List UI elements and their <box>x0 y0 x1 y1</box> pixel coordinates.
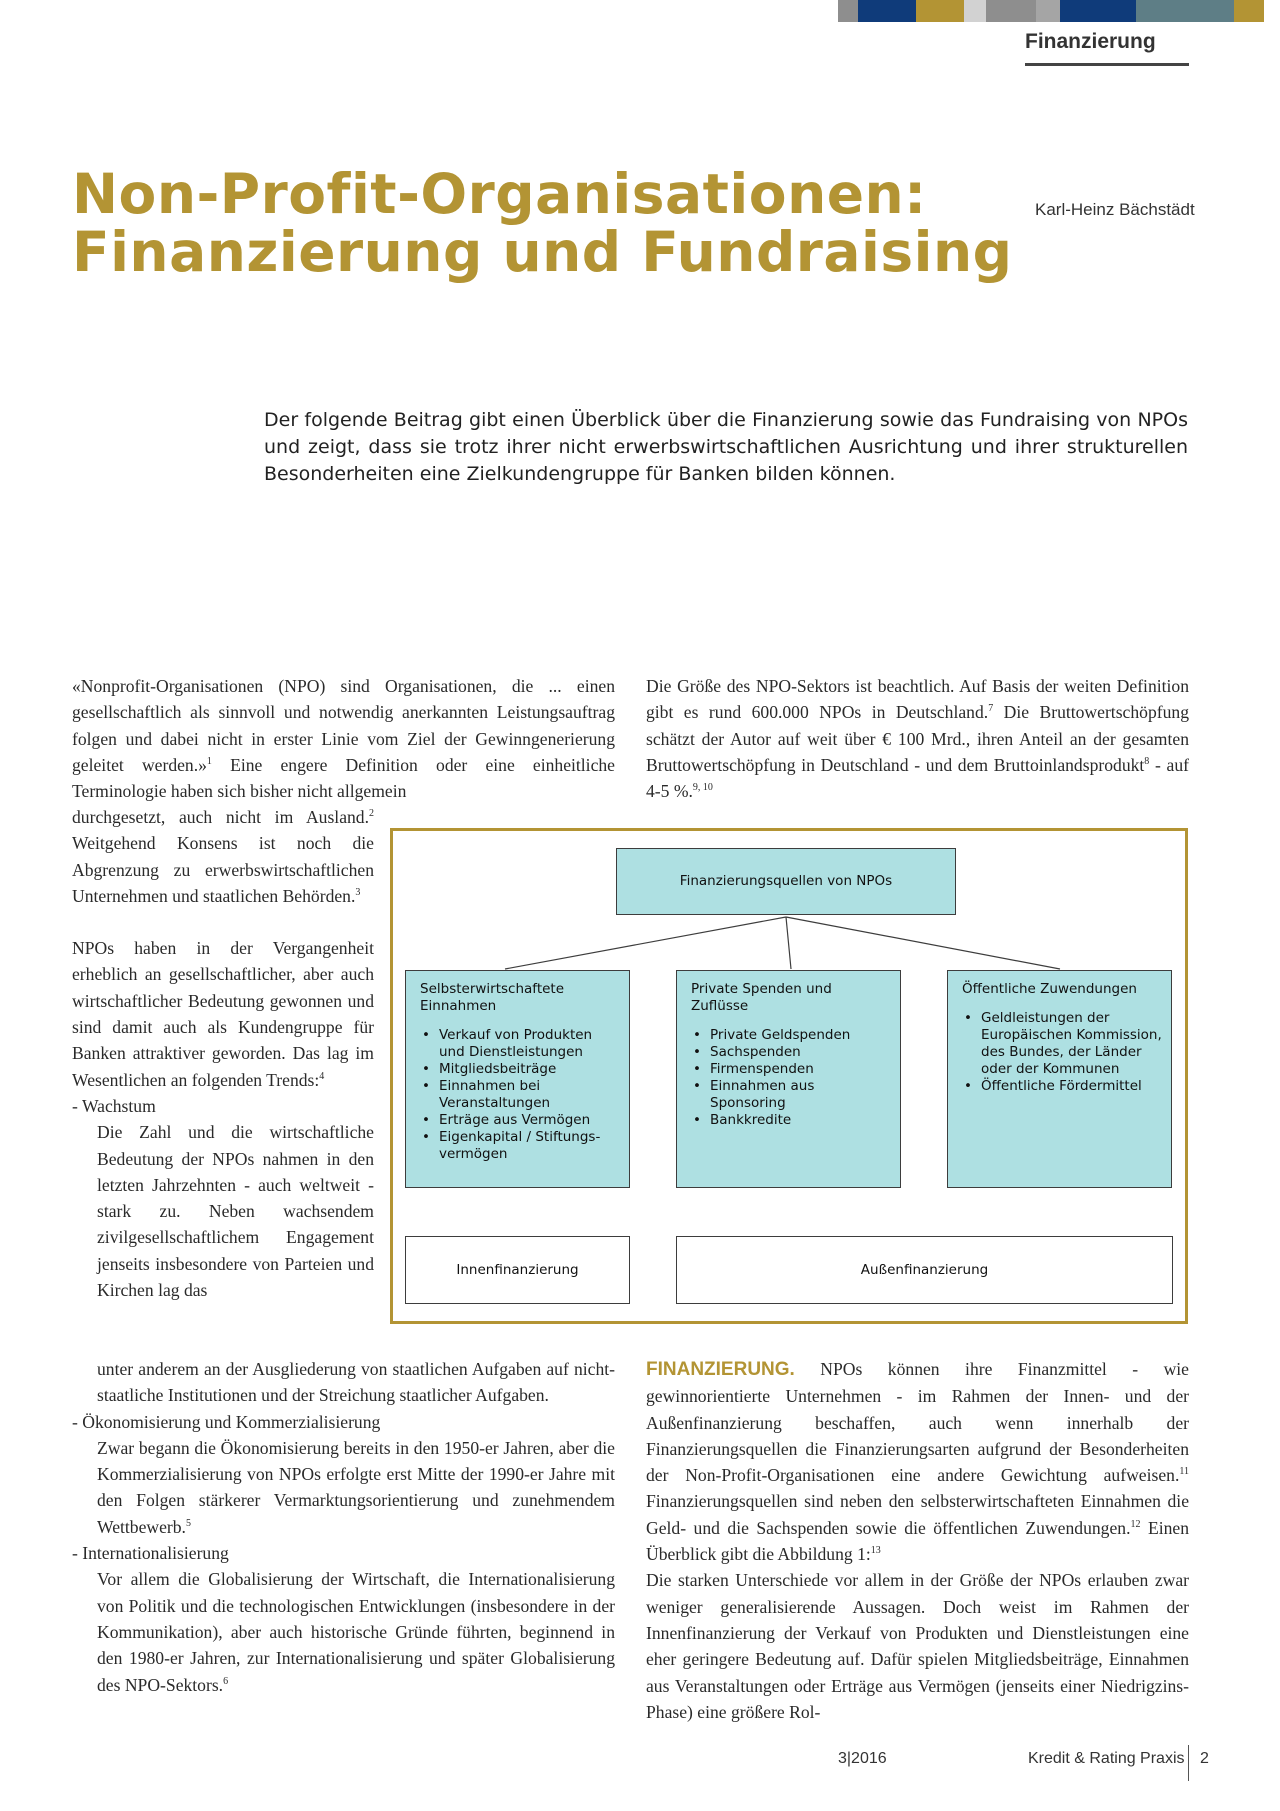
footer-journal: Kredit & Rating Praxis <box>1028 1750 1185 1767</box>
figure-box-outer-financing: Außenfinanzierung <box>676 1236 1173 1304</box>
footer-page-number: 2 <box>1200 1750 1209 1767</box>
section-heading-finanzierung: FINANZIERUNG. <box>646 1359 795 1380</box>
list-item: • Einnahmen aus Sponsoring <box>693 1078 892 1112</box>
list-item: • Erträge aus Vermögen <box>422 1112 621 1129</box>
box-list <box>677 1015 900 1129</box>
list-item: • Eigenkapital / Stiftungs-vermögen <box>422 1129 621 1163</box>
figure-financing-sources <box>390 828 1188 1324</box>
trend-heading: - Internationalisierung <box>72 1543 229 1564</box>
list-item: • Öffentliche Fördermittel <box>964 1078 1163 1095</box>
box-title: Selbsterwirtschaftete Einnahmen <box>420 981 565 1014</box>
connector-line <box>505 917 786 969</box>
strip-segment <box>986 0 1036 22</box>
figure-box-inner-financing: Innenfinanzierung <box>405 1236 630 1304</box>
strip-segment <box>1234 0 1264 22</box>
list-item: • Sachspenden <box>693 1044 892 1061</box>
title-line-1: Non-Profit-Organisationen: <box>72 162 927 226</box>
strip-segment <box>1136 0 1234 22</box>
paragraph: «Nonprofit-Organisationen (NPO) sind Organisationen, die ... einen gesellschaftlich als sinnvoll und notwendig anerkannten Leistungsauftrag folgen und dabei nicht in erster Linie vom Ziel der Gewinngenerierung geleitet werden.»$^1$ Eine engere Definition oder eine einheitliche Terminologie haben sich bisher nicht allgemein <box>72 676 615 802</box>
paragraph: durchgesetzt, auch nicht im Ausland.$^2$ Weitgehend Konsens ist noch die Abgrenzung zu erwerbswirtschaftlichen Unternehmen und staatlichen Behörden.$^3$ <box>72 807 374 906</box>
strip-segment <box>858 0 916 22</box>
connector-line <box>786 917 1060 969</box>
trend-text: Die Zahl und die wirtschaftliche Bedeutung der NPOs nahmen in den letzten Jahrzehnten - auch weltweit - stark zu. Neben wachsendem zivilgesellschaftlichem Engagement jenseits insbesondere von Parteien und Kirchen lag das <box>97 1122 374 1301</box>
box-title: Private Spenden und Zuflüsse <box>691 981 832 1014</box>
left-column-bottom <box>72 1356 615 1698</box>
header-color-strip <box>838 0 1280 22</box>
box-list <box>948 998 1171 1095</box>
trend-text: Zwar begann die Ökonomisierung bereits in den 1950-er Jahren, aber die Kommerzialisierung von NPOs erfolgte erst Mitte der 1990-er Jahre mit den Folgen stärkerer Vermarktungsorientierung und zunehmendem Wettbewerb.$^5$ <box>97 1437 615 1537</box>
paragraph: FINANZIERUNG. NPOs können ihre Finanzmittel - wie gewinnorientierte Unternehmen - im Rahmen der Innen- und der Außenfinanzierung beschaffen, auch wenn innerhalb der Finanzierungsquellen die Finanzierungsarten aufgrund der Besonderheiten der Non-Profit-Organisationen eine andere Gewichtung aufweisen.$^{11}$ Finanzierungsquellen sind neben den selbsterwirtschafteten Einnahmen die Geld- und die Sachspenden sowie die öffentlichen Zuwendungen.$^{12}$ Einen Überblick gibt die Abbildung 1:$^{13}$ <box>646 1359 1189 1565</box>
trend-heading: - Wachstum <box>72 1095 156 1116</box>
list-item: • Einnahmen bei Veranstaltungen <box>422 1078 621 1112</box>
figure-box-private-donations <box>676 970 901 1188</box>
box-list <box>406 1015 629 1163</box>
article-author: Karl-Heinz Bächstädt <box>1035 200 1195 219</box>
strip-segment <box>1036 0 1060 22</box>
strip-segment <box>964 0 986 22</box>
article-lead: Der folgende Beitrag gibt einen Überblick über die Finanzierung sowie das Fundraising von NPOs und zeigt, dass sie trotz ihrer nicht erwerbswirtschaftlichen Ausrichtung und ihrer strukturellen Besonderheiten eine Zielkundengruppe für Banken bilden können. <box>264 409 1188 485</box>
left-column-narrow <box>72 804 374 1303</box>
list-item: • Verkauf von Produkten und Dienstleistungen <box>422 1027 621 1061</box>
list-item: • Mitgliedsbeiträge <box>422 1061 621 1078</box>
strip-segment <box>1060 0 1136 22</box>
figure-top-box: Finanzierungsquellen von NPOs <box>616 848 956 915</box>
paragraph: Die Größe des NPO-Sektors ist beachtlich. Auf Basis der weiten Definition gibt es rund 600.000 NPOs in Deutschland.$^7$ Die Bruttowertschöpfung schätzt der Autor auf weit über € 100 Mrd., ihren Anteil an der gesamten Bruttowertschöpfung in Deutschland - und dem Bruttoinlandsprodukt$^8$ - auf 4-5 %.$^{9, 10}$ <box>646 676 1189 802</box>
right-column-bottom <box>646 1356 1189 1725</box>
strip-segment <box>1264 0 1280 22</box>
list-item: • Private Geldspenden <box>693 1027 892 1044</box>
list-item: • Geldleistungen der Europäischen Kommission, des Bundes, der Länder oder der Kommunen <box>964 1010 1163 1078</box>
strip-segment <box>916 0 964 22</box>
article-title <box>72 162 1032 284</box>
box-title: Öffentliche Zuwendungen <box>962 981 1137 997</box>
list-item: • Firmenspenden <box>693 1061 892 1078</box>
left-column-top <box>72 673 615 804</box>
section-label: Finanzierung <box>1025 30 1156 53</box>
figure-box-public-grants <box>947 970 1172 1188</box>
connector-line <box>786 917 791 969</box>
list-item: • Bankkredite <box>693 1112 892 1129</box>
trend-text: unter anderem an der Ausgliederung von staatlichen Aufgaben auf nicht-staatliche Institutionen und der Streichung staatlicher Aufgaben. <box>97 1359 615 1406</box>
strip-segment <box>838 0 858 22</box>
paragraph: NPOs haben in der Vergangenheit erheblich an gesellschaftlicher, aber auch wirtschaftlicher Bedeutung gewonnen und sind damit auch als Kundengruppe für Banken attraktiver geworden. Das lag im Wesentlichen an folgenden Trends:$^4$ <box>72 938 374 1090</box>
footer-divider <box>1188 1745 1189 1781</box>
section-rule <box>1025 63 1189 66</box>
figure-box-self-generated <box>405 970 630 1188</box>
title-line-2: Finanzierung und Fundraising <box>72 220 1013 284</box>
trend-heading: - Ökonomisierung und Kommerzialisierung <box>72 1411 381 1432</box>
paragraph: Die starken Unterschiede vor allem in der Größe der NPOs erlauben zwar weniger generalisierende Aussagen. Doch weist im Rahmen der Innenfinanzierung der Verkauf von Produkten und Dienstleistungen eine eher geringere Bedeutung auf. Dafür spielen Mitgliedsbeiträge, Einnahmen aus Veranstaltungen oder Erträge aus Vermögen (jenseits einer Niedrigzins-Phase) eine größere Rol- <box>646 1570 1189 1722</box>
right-column-top <box>646 673 1189 804</box>
trend-text: Vor allem die Globalisierung der Wirtschaft, die Internationalisierung von Politik und die technologischen Entwicklungen (insbesondere in der Kommunikation), aber auch historische Gründe führten, beginnend in den 1980-er Jahren, zur Internationalisierung und später Globalisierung des NPO-Sektors.$^6$ <box>97 1569 615 1695</box>
footer-issue: 3|2016 <box>838 1750 887 1767</box>
